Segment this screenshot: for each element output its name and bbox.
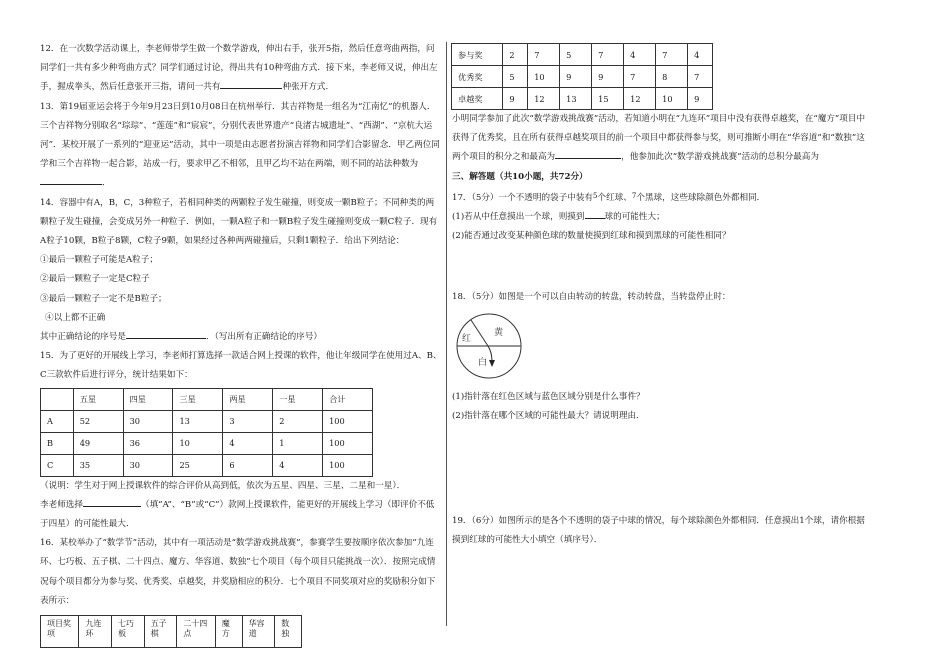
table-cell: 15 — [592, 88, 624, 110]
question-17 — [452, 187, 866, 208]
table-cell: 9 — [592, 66, 624, 88]
table-header-cell: 一星 — [273, 388, 323, 410]
question-18: 18．（5分）如图是一个可以自由转动的转盘，转动转盘，当转盘停止时： — [452, 292, 731, 303]
table-cell: 8 — [656, 66, 688, 88]
table-cell: 2 — [273, 410, 323, 432]
table-cell: 100 — [323, 410, 373, 432]
q15-question — [40, 496, 442, 534]
q15-text-a: 李老师选择 — [40, 499, 83, 510]
answer-space-17 — [452, 246, 866, 288]
table-cell: 5 — [503, 66, 528, 88]
table-cell: 9 — [503, 88, 528, 110]
q14-answer-suffix: ．（写出所有正确结论的序号） — [205, 332, 322, 343]
table-cell: 1 — [273, 432, 323, 454]
q15-text: 15．为了更好的开展线上学习，李老师打算选择一款适合网上授课的软件，他让年级同学在使用过A、B、C三款软件后进行评分，统计结果如下： — [40, 351, 442, 381]
table-header-cell: 魔方 — [215, 616, 242, 648]
q14-text: 14．容器中有A，B，C，3种粒子，若相同种类的两颗粒子发生碰撞，则变成一颗B粒子；不同种类的两颗粒子发生碰撞，会变成另外一种粒子．例如，一颗A粒子和一颗B粒子发生碰撞则变成一颗C粒子．现有A粒子10颗，B粒子8颗，C粒子9颗，如果经过各种两两碰撞后，只剩1颗粒子．给出下列结论： — [40, 197, 438, 247]
question-14 — [40, 194, 442, 252]
table-cell: 7 — [592, 44, 624, 66]
q14-answer-line — [40, 328, 442, 347]
right-column — [452, 43, 866, 550]
table-cell: 4 — [223, 432, 273, 454]
table-cell: 10 — [528, 66, 560, 88]
q14-answer-blank[interactable] — [126, 328, 206, 339]
q13-text: 13．第19届亚运会将于今年9月23日到10月08日在杭州举行．其吉祥物是一组名为“江南忆”的机器人．三个吉祥物分别取名“琮琮”、“莲莲”和“宸宸”，分别代表世界遗产“良渚古城遗址”、“西湖”、“京杭大运河”．某校开展了一系列的“迎亚运”活动，其中一项是由志愿者扮演吉祥物和同学们合影留念．甲乙两位同学和三个吉祥物一起合影，站成一行，要求甲乙不相邻，且甲乙均不站在两端，则不同的站法种数为 — [40, 101, 440, 170]
question-12 — [40, 40, 442, 98]
table-cell: 52 — [73, 410, 123, 432]
table-cell: 7 — [624, 66, 656, 88]
left-column — [40, 40, 442, 648]
table-cell: 12 — [528, 88, 560, 110]
q13-answer-blank[interactable] — [40, 174, 102, 185]
table-header-cell: 华容道 — [242, 616, 275, 648]
q17-sub-2: (2)能否通过改变某种颜色球的数量使摸到红球和摸到黑球的可能性相同？ — [452, 231, 731, 242]
q17-red-count: 5 — [593, 191, 598, 200]
q17-black-count: 7 — [631, 191, 637, 200]
q15-note: （说明：学生对于网上授课软件的综合评价从高到低，依次为五星、四星、三星、二星和一星）． — [40, 480, 406, 491]
table-row — [452, 66, 713, 88]
question-19: 19．（6分）如图所示的是各个不透明的袋子中球的情况，每个球除颜色外都相同．任意摸出1个球，请你根据摸到红球的可能性大小填空（填序号）． — [452, 516, 865, 546]
q13-text-end: ． — [102, 178, 111, 189]
table-header-row — [41, 388, 373, 410]
table-row — [452, 88, 713, 110]
spinner-wheel-diagram — [454, 312, 524, 380]
table-header-row — [41, 616, 302, 648]
question-16 — [40, 534, 442, 611]
q17-sub1-b: 球的可能性大； — [604, 212, 665, 223]
q14-option-2: ②最后一颗粒子一定是C粒子 — [40, 274, 150, 285]
q17-stem-b: 个红球、 — [597, 192, 632, 203]
table-cell: 100 — [323, 432, 373, 454]
table-header-cell: 四星 — [123, 388, 173, 410]
table-header-cell: 数独 — [275, 616, 302, 648]
column-divider — [446, 42, 447, 626]
q18-sub-2: (2)指针落在哪个区域的可能性最大？请说明理由． — [452, 410, 645, 421]
table-header-cell: 五星 — [73, 388, 123, 410]
table-cell: 35 — [73, 454, 123, 476]
table-header-cell: 三星 — [173, 388, 223, 410]
q17-sub-1 — [452, 208, 866, 227]
q16-text: 16．某校举办了“数学节”活动，其中有一项活动是“数学游戏挑战赛”，参赛学生要按顺序依次参加“九连环、七巧板、五子棋、二十四点、魔方、华容道、数独”七个项目（每个项目只能挑战一次）．按照完成情况每个项目都分为参与奖、优秀奖、卓越奖，并奖励相应的积分．七个项目不同奖项对应的奖励积分如下表所示： — [40, 538, 436, 606]
table-cell: A — [41, 410, 74, 432]
table-cell: 30 — [123, 454, 173, 476]
table-cell: 7 — [528, 44, 560, 66]
q12-text-end: 种张开方式． — [282, 82, 335, 93]
q18-sub-1: (1)指针落在红色区域与蓝色区域分别是什么事件？ — [452, 391, 645, 402]
table-cell: 3 — [223, 410, 273, 432]
q16-points-table — [451, 43, 713, 110]
table-cell: 6 — [223, 454, 273, 476]
table-cell: 30 — [123, 410, 173, 432]
table-cell: 参与奖 — [452, 44, 503, 66]
q15-text-b: （填“A”、“B”或“C”）款网上授课软件，能更好的开展线上学习（即评价不低于四星）的可能性最大． — [40, 499, 435, 530]
table-header-cell: 项目奖项 — [41, 616, 79, 648]
table-cell: 13 — [173, 410, 223, 432]
table-cell: 10 — [173, 432, 223, 454]
table-row — [41, 454, 373, 476]
table-cell: 4 — [624, 44, 656, 66]
q17-answer-blank[interactable] — [585, 208, 605, 219]
table-cell: 4 — [688, 44, 713, 66]
table-cell: 13 — [560, 88, 592, 110]
table-cell: C — [41, 454, 74, 476]
table-cell: 36 — [123, 432, 173, 454]
q16-answer-blank-1[interactable] — [555, 148, 621, 159]
table-header-cell: 合计 — [323, 388, 373, 410]
table-cell: 10 — [656, 88, 688, 110]
table-cell: 5 — [560, 44, 592, 66]
table-cell: 卓越奖 — [452, 88, 503, 110]
table-cell: B — [41, 432, 74, 454]
q14-option-1: ①最后一颗粒子可能是A粒子； — [40, 255, 158, 266]
q15-ratings-table — [40, 388, 373, 477]
table-cell: 12 — [624, 88, 656, 110]
table-cell: 4 — [273, 454, 323, 476]
table-header-cell: 二十四点 — [177, 616, 215, 648]
question-13 — [40, 98, 442, 194]
table-header-cell — [41, 388, 74, 410]
q17-sub1-a: (1)若从中任意摸出一个球，则摸到 — [452, 212, 585, 223]
table-cell: 2 — [503, 44, 528, 66]
section-3-title: 三、解答题（共10小题，共72分） — [452, 171, 588, 182]
q15-answer-blank[interactable] — [83, 496, 141, 507]
table-row — [41, 432, 373, 454]
table-cell: 7 — [656, 44, 688, 66]
q16-table-header — [40, 615, 302, 648]
table-cell: 9 — [688, 88, 713, 110]
table-row — [41, 410, 373, 432]
q14-option-3: ③最后一颗粒子一定不是B粒子； — [40, 293, 167, 304]
table-header-cell: 五子棋 — [144, 616, 177, 648]
table-header-cell: 九连环 — [79, 616, 112, 648]
table-cell: 25 — [173, 454, 223, 476]
table-header-cell: 七巧板 — [112, 616, 145, 648]
q17-stem-c: 个黑球，这些球除颜色外都相同． — [636, 192, 766, 203]
table-cell: 49 — [73, 432, 123, 454]
question-15 — [40, 347, 442, 385]
table-header-cell: 两星 — [223, 388, 273, 410]
spinner-label-yellow: 黄 — [494, 327, 504, 338]
table-cell: 100 — [323, 454, 373, 476]
q14-option-4: ④以上都不正确 — [45, 312, 106, 323]
answer-space-18 — [452, 426, 866, 512]
table-row — [452, 44, 713, 66]
q12-text: 12．在一次数学活动课上，李老师带学生做一个数学游戏，伸出右手，张开5指，然后任意弯曲两指，问同学们一共有多少种弯曲方式？同学们通过讨论，得出共有10种弯曲方式．接下来，李老师又说，伸出左手，握成拳头，然后任意张开三指，请问一共有 — [40, 44, 438, 93]
q14-answer-prompt: 其中正确结论的序号是 — [40, 332, 126, 343]
table-cell: 优秀奖 — [452, 66, 503, 88]
q16-continuation — [452, 110, 866, 168]
table-cell: 7 — [688, 66, 713, 88]
spinner-label-white: 白 — [478, 357, 488, 368]
spinner-label-red: 红 — [462, 333, 472, 344]
q12-answer-blank[interactable] — [220, 78, 282, 89]
q17-stem-a: 17．（5分）一个不透明的袋子中装有 — [452, 192, 594, 203]
q16-cont-text: 小明同学参加了此次“数学游戏挑战赛”活动，若知道小明在“九连环”项目中没有获得卓越奖，在“魔方”项目中获得了优秀奖，且在所有获得卓越奖项目的前一个项目中都获得参与奖，则可推断小明在“华容道”和“数独”这两个项目的积分之和最高为 — [452, 114, 866, 163]
table-cell: 9 — [560, 66, 592, 88]
q16-cont-text-2: ，他参加此次“数学游戏挑战赛”活动的总积分最高为 — [621, 152, 819, 163]
